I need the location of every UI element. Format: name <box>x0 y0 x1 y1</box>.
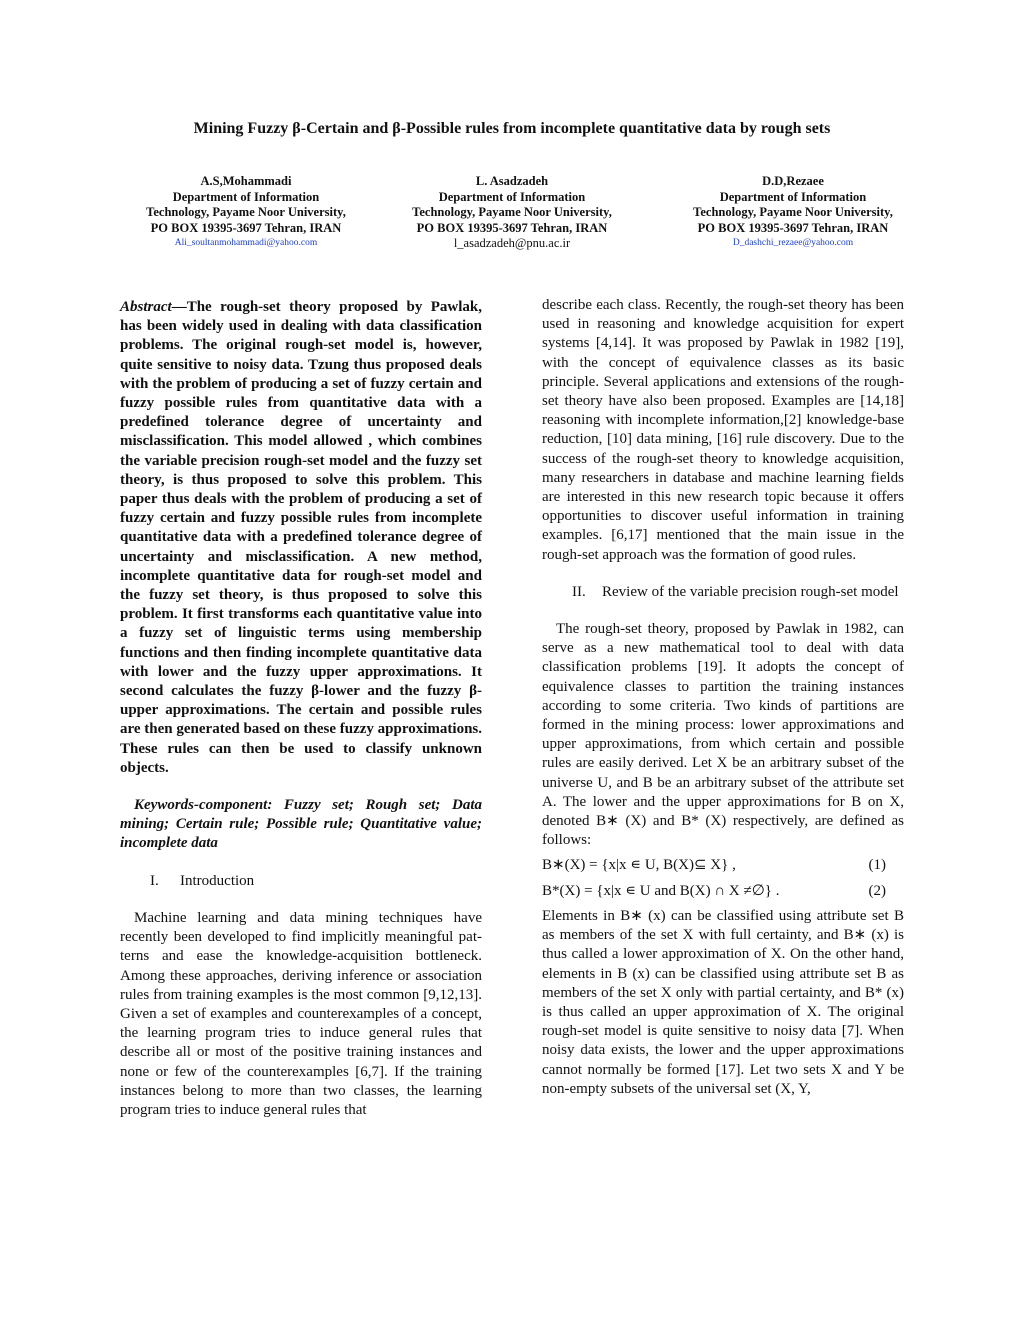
author-address: PO BOX 19395-3697 Tehran, IRAN <box>416 220 608 235</box>
approximation-paragraph: Elements in B∗ (x) can be classified using attribute set B as members of the set X with full certainty, and B∗ (x) is thus called a lower approximation of X. On the other hand, elements in B (x) can be classified using attribute set B as members of the set X only with partial certainty, and B* (x) is thus called an upper approximation of X. The original rough-set model is quite sensitive to noisy data [7]. When noisy data exists, the lower and the upper approximations cannot normally be formed [17]. Let two sets X and Y be non-empty subsets of the universal set (X, Y, <box>542 907 904 1097</box>
equation-1 <box>542 856 904 875</box>
intro-continuation-paragraph: describe each class. Recently, the rough-set theory has been used in reasoning and knowledge acquisition for expert systems [4,14]. It was proposed by Pawlak in 1982 [19], with the concept of equivalence classes as its basic principle. Several applications and extensions of the rough-set theory have also been proposed. Examples are [14,18] reasoning with incomplete information,[2] knowledge-base reduction, [10] data mining, [16] rule discovery. Due to the success of the rough-set theory to knowledge acquisition, many researchers in database and machine learning fields are interested in this new research topic because it offers opportunities to discover useful information in training examples. [6,17] mentioned that the main issue in the rough-set approach was the formation of good rules. <box>542 297 904 563</box>
author-dept: Department of Information <box>438 189 586 204</box>
author-name: L. Asadzadeh <box>475 174 549 188</box>
author-email[interactable]: D_dashchi_rezaee@yahoo.com <box>732 238 854 248</box>
section-heading-review <box>542 583 904 602</box>
author-address: PO BOX 19395-3697 Tehran, IRAN <box>150 220 342 235</box>
abstract <box>120 298 482 778</box>
section-number: I. <box>150 872 159 889</box>
section-heading-introduction <box>120 872 482 891</box>
author-institution: Technology, Payame Noor University, <box>146 205 346 219</box>
review-paragraph: The rough-set theory, proposed by Pawlak in 1982, can serve as a new mathematical tool to deal with data classification problems [19]. It adopts the concept of equivalence classes to partition the training instances according to some criteria. Two kinds of partitions are formed in the mining process: lower approximations and upper approximations, from which certain and possible rules are easily derived. Let X be an arbitrary subset of the universe U, and B be an arbitrary subset of the attribute set A. The lower and the upper approximations for B on X, denoted B∗ (X) and B* (X) respectively, are defined as follows: <box>542 621 904 849</box>
author-name: A.S,Mohammadi <box>200 174 292 188</box>
right-column <box>542 296 904 1099</box>
equation-2 <box>542 882 904 901</box>
equation-body: B*(X) = {x|x ∊ U and B(X) ∩ X ≠∅} . <box>542 882 780 899</box>
intro-paragraph: Machine learning and data mining techniques have recently been developed to find implicitly meaningful pat-terns and ease the knowledge-acquisition bottleneck. Among these approaches, deriving inference or association rules from training examples is the most common [9,12,13]. Given a set of examples and counterexamples of a concept, the learning program tries to induce general rules that describe all or most of the positive training instances and none or few of the counterexamples [6,7]. If the training instances belong to more than two classes, the learning program tries to induce general rules that <box>120 909 482 1118</box>
author-dept: Department of Information <box>172 189 320 204</box>
left-column <box>120 298 482 1120</box>
section-title: Review of the variable precision rough-set model <box>602 583 899 600</box>
author-institution: Technology, Payame Noor University, <box>693 205 893 219</box>
author-block-2 <box>387 174 637 252</box>
abstract-body: —The rough-set theory proposed by Pawlak, has been widely used in dealing with data classification problems. The original rough-set model is, however, quite sensitive to noisy data. Tzung thus proposed deals with the problem of producing a set of fuzzy certain and fuzzy possible rules from quantitative data with a predefined tolerance degree of uncertainty and misclassification. This model allowed , which combines the variable precision rough-set model and the fuzzy set theory, is thus proposed to solve this problem. This paper thus deals with the problem of producing a set of fuzzy certain and fuzzy possible rules from incomplete quantitative data with a predefined tolerance degree of uncertainty and misclassification. A new method, incomplete quantitative data for rough-set model and the fuzzy set theory, is thus proposed to solve this problem. It first transforms each quantitative value into a fuzzy set of linguistic terms using membership functions and then finding incomplete quantitative data with lower and the fuzzy upper approximations. It second calculates the fuzzy β-lower and the fuzzy β-upper approximations. The certain and possible rules are then generated based on these fuzzy approximations. These rules can then be used to classify unknown objects. <box>120 299 482 776</box>
keywords: Keywords-component: Fuzzy set; Rough set; Data mining; Certain rule; Possible rule; Quantitative value; incomplete data <box>120 797 482 852</box>
author-block-1 <box>121 174 371 252</box>
equation-number: (1) <box>868 857 886 874</box>
paper-title: Mining Fuzzy β-Certain and β-Possible rules from incomplete quantitative data by rough sets <box>193 120 831 137</box>
author-name: D.D,Rezaee <box>762 174 824 188</box>
equation-body: B∗(X) = {x|x ∊ U, B(X)⊆ X} , <box>542 857 736 874</box>
author-institution: Technology, Payame Noor University, <box>412 205 612 219</box>
author-address: PO BOX 19395-3697 Tehran, IRAN <box>697 220 889 235</box>
author-email[interactable]: Ali_soultanmohammadi@yahoo.com <box>174 238 318 248</box>
author-dept: Department of Information <box>719 189 867 204</box>
equation-number: (2) <box>868 882 886 899</box>
author-block-3 <box>668 174 918 252</box>
abstract-lead: Abstract <box>120 299 172 315</box>
author-email[interactable]: l_asadzadeh@pnu.ac.ir <box>453 236 571 250</box>
section-title: Introduction <box>180 872 255 889</box>
section-number: II. <box>572 583 586 600</box>
